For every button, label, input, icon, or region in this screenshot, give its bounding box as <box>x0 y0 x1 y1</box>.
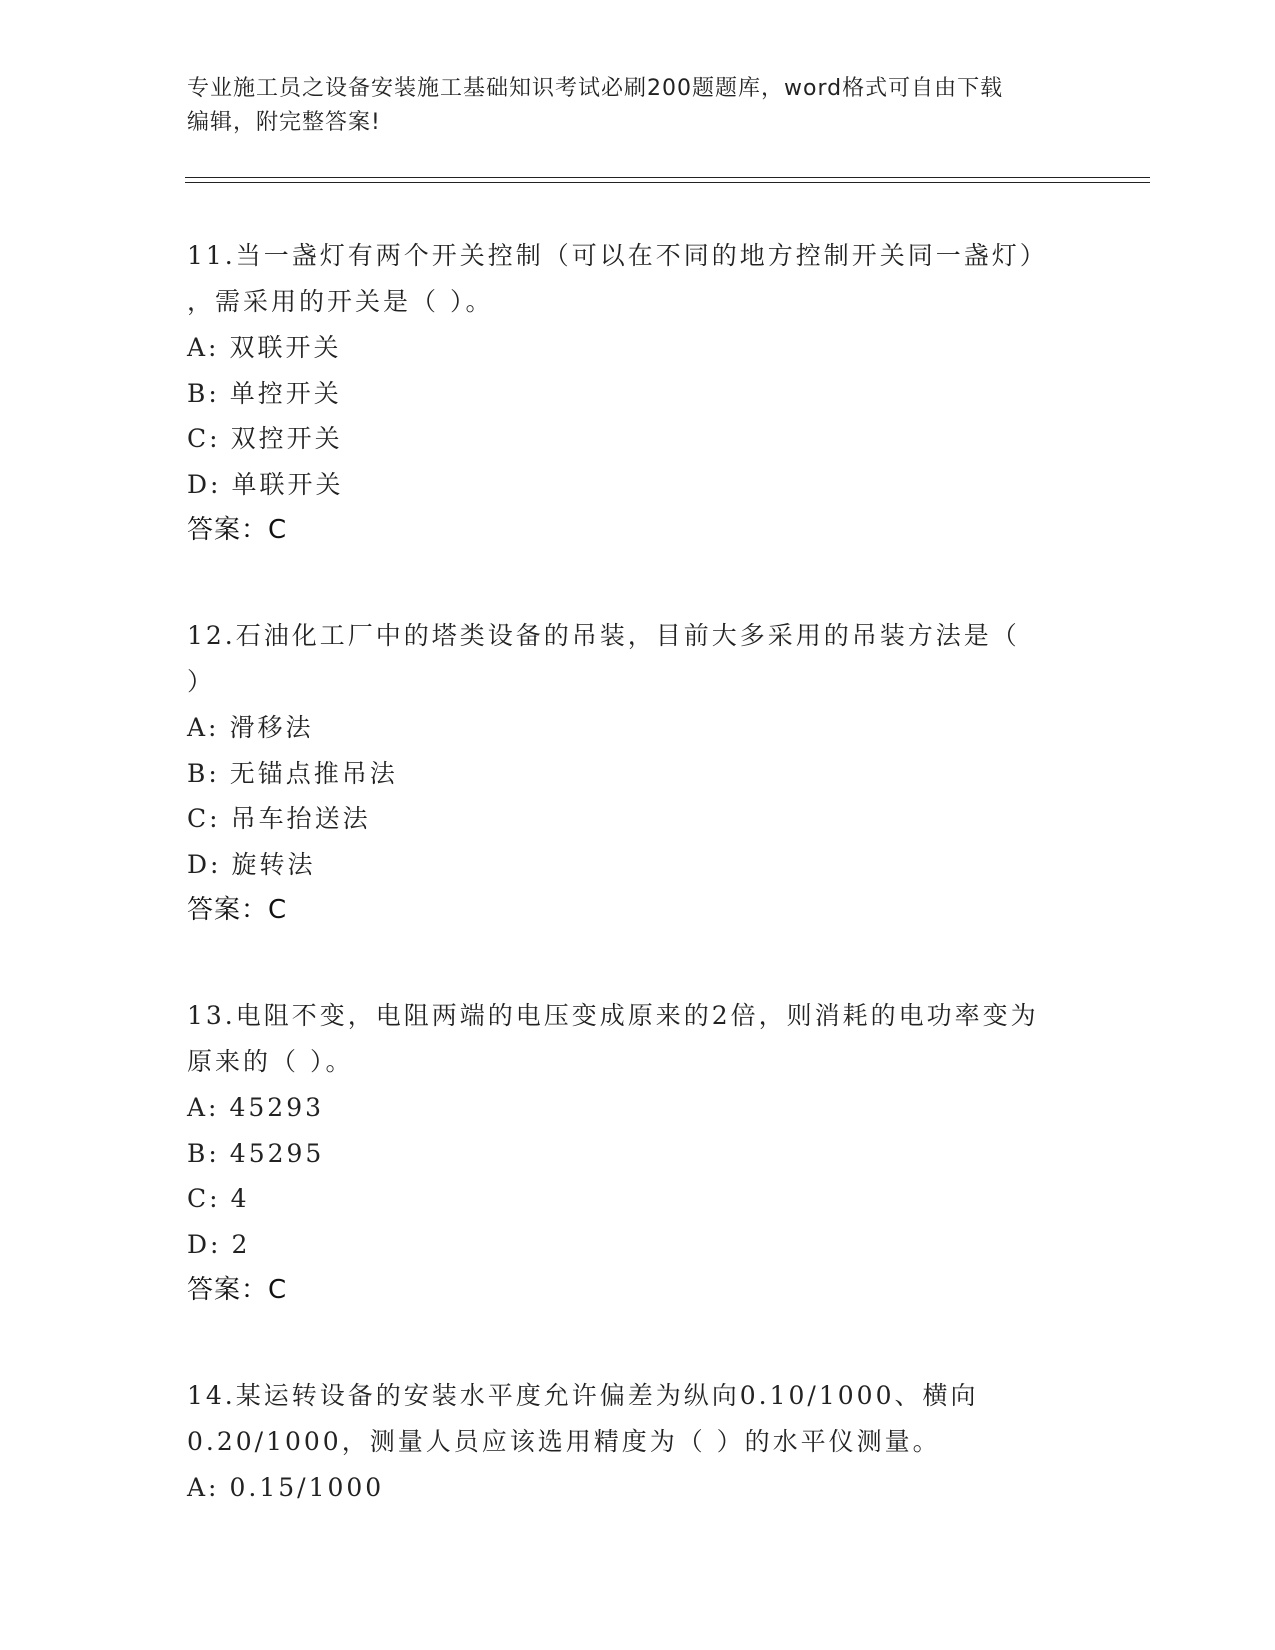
option-text: 吊车抬送法 <box>230 804 371 833</box>
option-c <box>187 1176 1087 1222</box>
question-14 <box>187 1373 1087 1511</box>
option-text: 2 <box>231 1229 251 1259</box>
option-letter: B: <box>187 758 220 788</box>
option-letter: A: <box>187 1473 220 1502</box>
option-letter: B: <box>187 378 220 408</box>
question-11 <box>187 233 1087 553</box>
option-d <box>187 1222 1087 1268</box>
option-b <box>187 1131 1087 1177</box>
option-a <box>187 325 1087 371</box>
option-a <box>187 1085 1087 1131</box>
document-header <box>187 72 1087 140</box>
option-letter: A: <box>187 713 220 742</box>
option-text: 无锚点推吊法 <box>229 758 398 788</box>
option-text: 45293 <box>229 1093 325 1122</box>
option-letter: D: <box>187 1229 222 1259</box>
option-letter: B: <box>187 1138 220 1168</box>
option-letter: C: <box>187 424 221 453</box>
option-text: 单联开关 <box>231 469 344 499</box>
option-letter: D: <box>187 469 222 499</box>
answer-line: 答案：C <box>187 895 288 925</box>
option-b <box>187 751 1087 797</box>
option-a <box>187 705 1087 751</box>
header-line-2: 编辑，附完整答案! <box>187 110 381 135</box>
option-letter: A: <box>187 333 220 362</box>
answer-line: 答案：C <box>187 515 288 545</box>
option-text: 滑移法 <box>229 713 314 742</box>
header-rule-top <box>185 177 1150 178</box>
option-letter: D: <box>187 849 222 879</box>
question-13 <box>187 993 1087 1313</box>
option-text: 45295 <box>229 1138 325 1168</box>
option-b <box>187 371 1087 417</box>
option-text: 4 <box>230 1184 250 1213</box>
option-c <box>187 796 1087 842</box>
answer-line: 答案：C <box>187 1275 288 1305</box>
option-a <box>187 1465 1087 1511</box>
option-text: 0.15/1000 <box>229 1473 385 1502</box>
question-list <box>187 233 1087 1571</box>
question-text-continued: 原来的（ ）。 <box>187 1047 354 1076</box>
question-text: 14.某运转设备的安装水平度允许偏差为纵向0.10/1000、横向 <box>187 1381 979 1410</box>
option-c <box>187 416 1087 462</box>
option-letter: C: <box>187 1184 221 1213</box>
option-text: 单控开关 <box>229 378 342 408</box>
question-text-continued: ，需采用的开关是（ ）。 <box>187 287 494 316</box>
question-text: 11.当一盏灯有两个开关控制（可以在不同的地方控制开关同一盏灯） <box>187 241 1048 270</box>
option-d <box>187 462 1087 508</box>
question-12 <box>187 613 1087 933</box>
option-text: 双控开关 <box>230 424 343 453</box>
question-text: 12.石油化工厂中的塔类设备的吊装，目前大多采用的吊装方法是（ <box>187 621 1020 650</box>
question-text: 13.电阻不变，电阻两端的电压变成原来的2倍，则消耗的电功率变为 <box>187 1001 1039 1030</box>
question-text-continued: 0.20/1000，测量人员应该选用精度为（ ）的水平仪测量。 <box>187 1427 941 1456</box>
option-d <box>187 842 1087 888</box>
option-letter: C: <box>187 804 221 833</box>
option-letter: A: <box>187 1093 220 1122</box>
header-line-1: 专业施工员之设备安装施工基础知识考试必刷200题题库，word格式可自由下载 <box>187 76 1004 101</box>
option-text: 旋转法 <box>231 849 316 879</box>
question-text-continued: ） <box>187 667 216 696</box>
header-rule-bottom <box>185 182 1150 183</box>
option-text: 双联开关 <box>229 333 342 362</box>
